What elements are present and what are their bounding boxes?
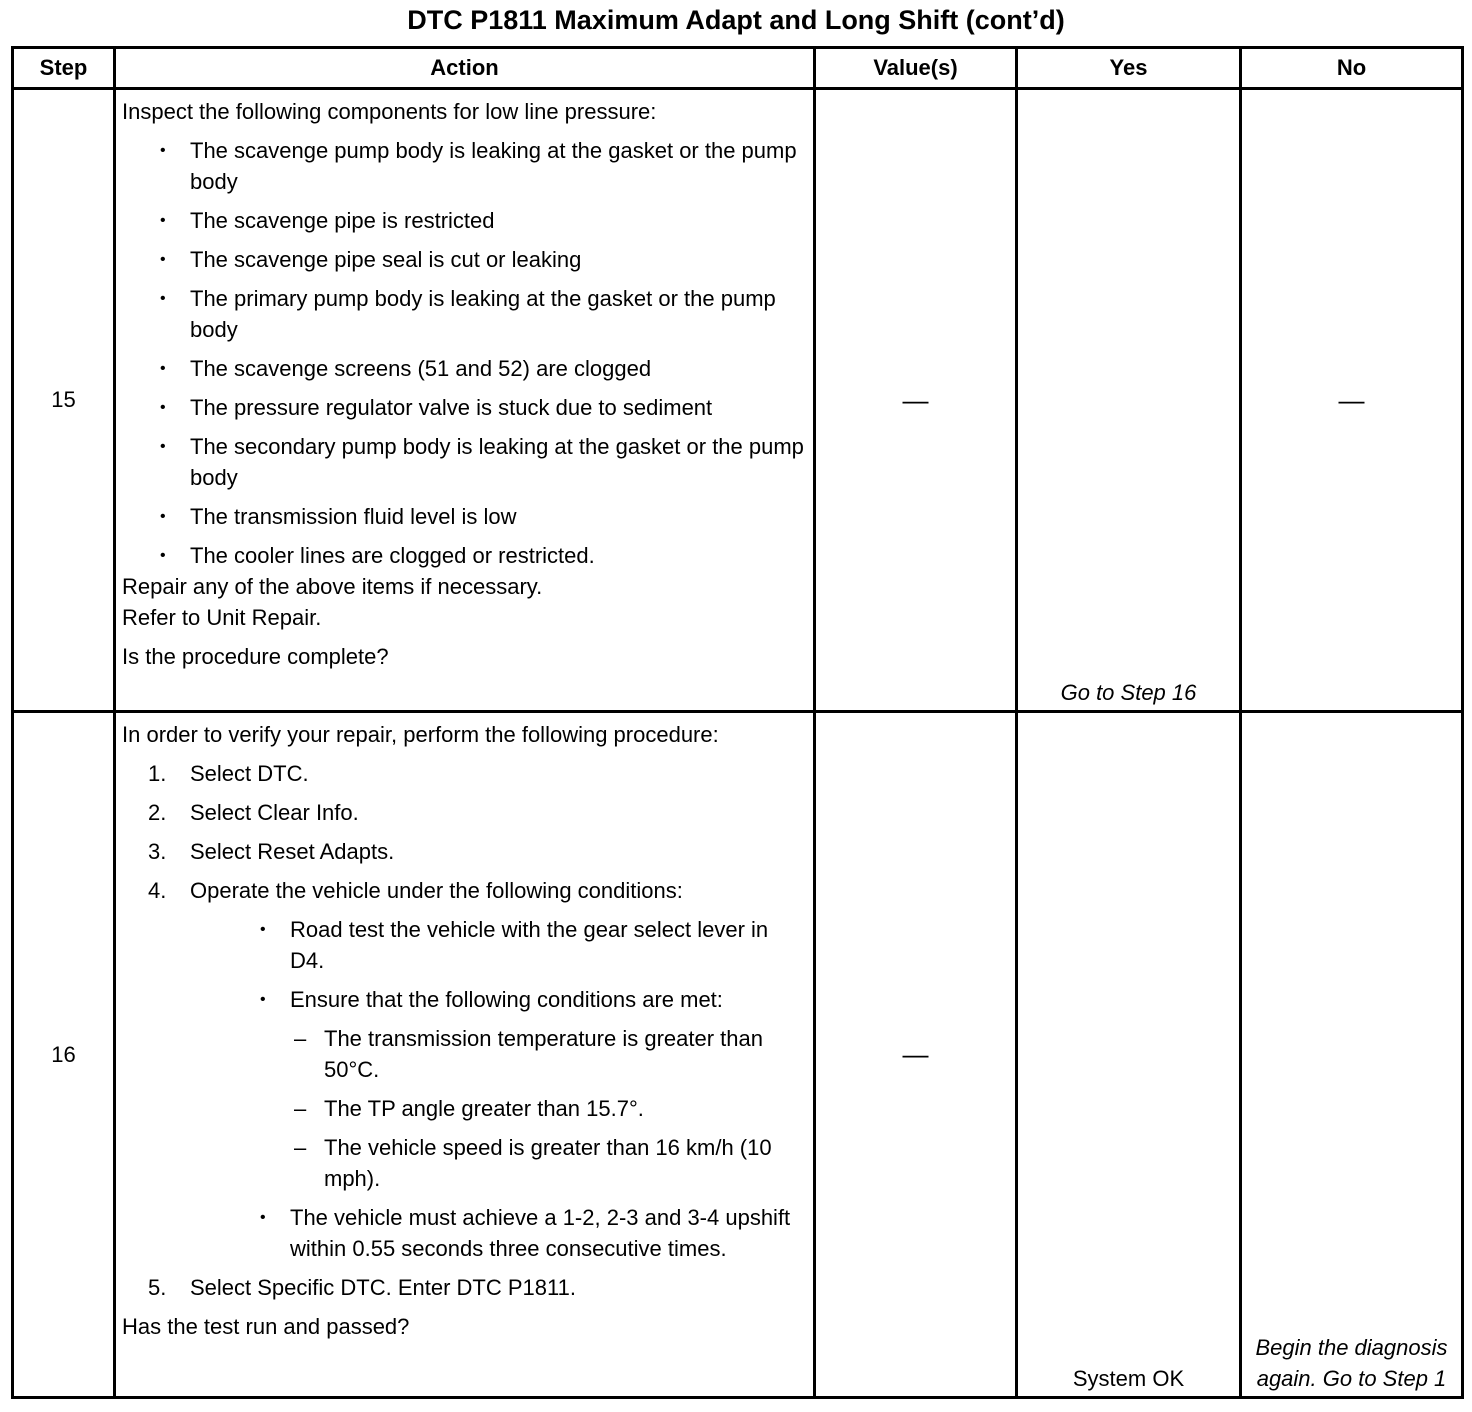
list-item: • The secondary pump body is leaking at the gasket or the pump body bbox=[122, 431, 805, 493]
list-number: 1. bbox=[148, 761, 167, 786]
action-question: Has the test run and passed? bbox=[122, 1314, 410, 1339]
header-no: No bbox=[1241, 48, 1463, 89]
step-number: 15 bbox=[13, 89, 115, 712]
list-item: • The cooler lines are clogged or restricted. bbox=[122, 540, 805, 571]
action-cell bbox=[115, 712, 815, 1398]
list-number: 2. bbox=[148, 800, 167, 825]
action-note: Refer to Unit Repair. bbox=[122, 605, 322, 630]
action-intro: In order to verify your repair, perform the following procedure: bbox=[122, 722, 719, 747]
list-item: • The scavenge screens (51 and 52) are clogged bbox=[122, 353, 805, 384]
list-item: • The scavenge pipe seal is cut or leaking bbox=[122, 244, 805, 275]
list-number: 4. bbox=[148, 878, 167, 903]
list-item: • The scavenge pipe is restricted bbox=[122, 205, 805, 236]
header-step: Step bbox=[13, 48, 115, 89]
dash-list bbox=[190, 1023, 805, 1194]
value-cell: — bbox=[815, 712, 1017, 1398]
action-cell bbox=[115, 89, 815, 712]
list-item: • The vehicle must achieve a 1-2, 2-3 and 3-4 upshift within 0.55 seconds three consecutive times. bbox=[190, 1202, 805, 1264]
action-intro: Inspect the following components for low line pressure: bbox=[122, 99, 657, 124]
list-item bbox=[122, 797, 805, 828]
table-header-row bbox=[13, 48, 1463, 89]
no-cell: — bbox=[1241, 89, 1463, 712]
diagnostic-table bbox=[11, 46, 1464, 1399]
header-yes: Yes bbox=[1017, 48, 1241, 89]
list-item: • The primary pump body is leaking at the gasket or the pump body bbox=[122, 283, 805, 345]
list-item-text: Ensure that the following conditions are met: bbox=[290, 987, 723, 1012]
no-cell: Begin the diagnosis again. Go to Step 1 bbox=[1241, 712, 1463, 1398]
yes-cell: System OK bbox=[1017, 712, 1241, 1398]
action-note: Repair any of the above items if necessary. bbox=[122, 574, 543, 599]
list-item-text: Select Clear Info. bbox=[190, 800, 359, 825]
list-item bbox=[122, 758, 805, 789]
value-cell: — bbox=[815, 89, 1017, 712]
list-item-text: Operate the vehicle under the following conditions: bbox=[190, 878, 683, 903]
list-item: – The TP angle greater than 15.7°. bbox=[190, 1093, 805, 1124]
list-item: • Road test the vehicle with the gear select lever in D4. bbox=[190, 914, 805, 976]
list-item bbox=[190, 984, 805, 1194]
numbered-list bbox=[122, 758, 805, 1303]
page-title: DTC P1811 Maximum Adapt and Long Shift (cont’d) bbox=[407, 5, 1065, 35]
list-item: • The scavenge pump body is leaking at the gasket or the pump body bbox=[122, 135, 805, 197]
list-item: • The transmission fluid level is low bbox=[122, 501, 805, 532]
list-item-text: Select Reset Adapts. bbox=[190, 839, 395, 864]
step-number: 16 bbox=[13, 712, 115, 1398]
list-item bbox=[122, 836, 805, 867]
list-item-text: Select Specific DTC. Enter DTC P1811. bbox=[190, 1275, 576, 1300]
list-item: – The transmission temperature is greater than 50°C. bbox=[190, 1023, 805, 1085]
header-values: Value(s) bbox=[815, 48, 1017, 89]
list-item: – The vehicle speed is greater than 16 km/h (10 mph). bbox=[190, 1132, 805, 1194]
action-question: Is the procedure complete? bbox=[122, 644, 389, 669]
list-item bbox=[122, 875, 805, 1264]
list-number: 5. bbox=[148, 1275, 167, 1300]
list-item bbox=[122, 1272, 805, 1303]
list-item-text: Select DTC. bbox=[190, 761, 309, 786]
bullet-list bbox=[122, 135, 805, 571]
list-item: • The pressure regulator valve is stuck due to sediment bbox=[122, 392, 805, 423]
list-number: 3. bbox=[148, 839, 167, 864]
header-action: Action bbox=[115, 48, 815, 89]
table-row-step-16 bbox=[13, 712, 1463, 1398]
sub-bullet-list bbox=[190, 914, 805, 1264]
yes-cell: Go to Step 16 bbox=[1017, 89, 1241, 712]
table-row-step-15 bbox=[13, 89, 1463, 712]
